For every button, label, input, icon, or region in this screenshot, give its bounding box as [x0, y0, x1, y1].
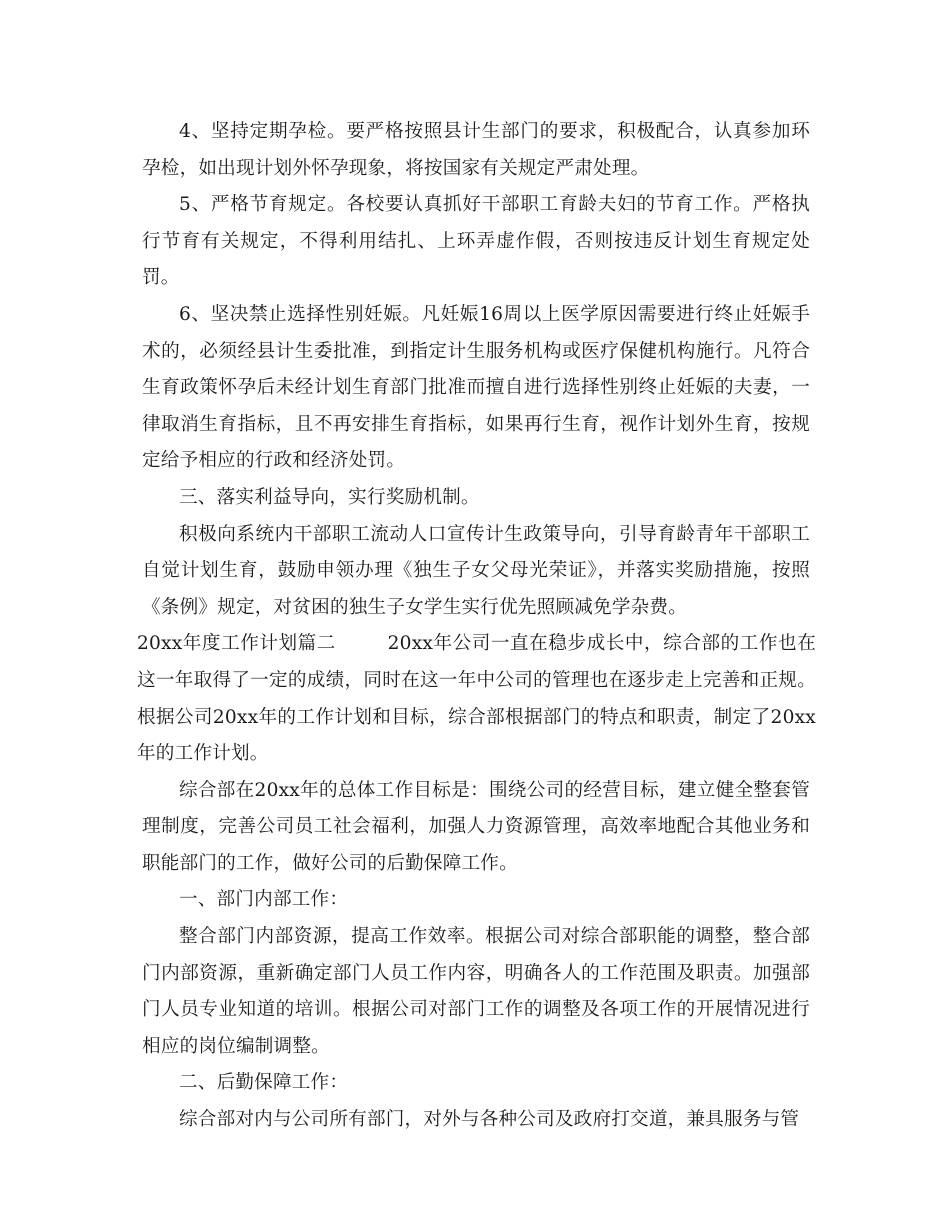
section-heading-incentives: 三、落实利益导向，实行奖励机制。 [179, 486, 480, 508]
section-heading-logistics: 二、后勤保障工作： [179, 1072, 349, 1094]
title-spacer [336, 633, 388, 654]
paragraph-prenatal-checkup: 4、坚持定期孕检。要严格按照县计生部门的要求，积极配合，认真参加环孕检，如出现计划外怀孕现象，将按国家有关规定严肃处理。 [142, 121, 810, 179]
section-heading-internal-work: 一、部门内部工作： [179, 889, 349, 911]
section-title-part-two: 20xx年度工作计划篇二 [137, 633, 336, 655]
document-body [137, 114, 816, 1139]
paragraph-internal-resources: 整合部门内部资源，提高工作效率。根据公司对综合部职能的调整，整合部门内部资源，重新确定部门人员工作内容，明确各人的工作范围及职责。加强部门人员专业知道的培训。根据公司对部门工作的调整及各项工作的开展情况进行相应的岗位编制调整。 [142, 926, 810, 1057]
paragraph-overall-goal: 综合部在20xx年的总体工作目标是：围绕公司的经营目标，建立健全整套管理制度，完善公司员工社会福利，加强人力资源管理，高效率地配合其他业务和职能部门的工作，做好公司的后勤保障工作。 [142, 779, 810, 874]
paragraph-policy-promotion: 积极向系统内干部职工流动人口宣传计生政策导向，引导育龄青年干部职工自觉计划生育，鼓励申领办理《独生子女父母光荣证》，并落实奖励措施，按照《条例》规定，对贫困的独生子女学生实行优先照顾减免学杂费。 [142, 523, 810, 618]
paragraph-sex-selection-ban: 6、坚决禁止选择性别妊娠。凡妊娠16周以上医学原因需要进行终止妊娠手术的，必须经县计生委批准，到指定计生服务机构或医疗保健机构施行。凡符合生育政策怀孕后未经计划生育部门批准而擅自进行选择性别终止妊娠的夫妻，一律取消生育指标，且不再安排生育指标，如果再行生育，视作计划外生育，按规定给予相应的行政和经济处罚。 [142, 303, 810, 472]
paragraph-birth-control: 5、严格节育规定。各校要认真抓好干部职工育龄夫妇的节育工作。严格执行节育有关规定，不得利用结扎、上环弄虚作假，否则按违反计划生育规定处罚。 [142, 194, 810, 289]
paragraph-logistics: 综合部对内与公司所有部门，对外与各种公司及政府打交道，兼具服务与管 [179, 1109, 800, 1131]
paragraph-plan-part-two [137, 626, 816, 772]
part-two-intro: 20xx年公司一直在稳步成长中，综合部的工作也在这一年取得了一定的成绩，同时在这一年中公司的管理也在逐步走上完善和正规。根据公司20xx年的工作计划和目标，综合部根据部门的特点和职责，制定了20xx年的工作计划。 [137, 633, 816, 765]
